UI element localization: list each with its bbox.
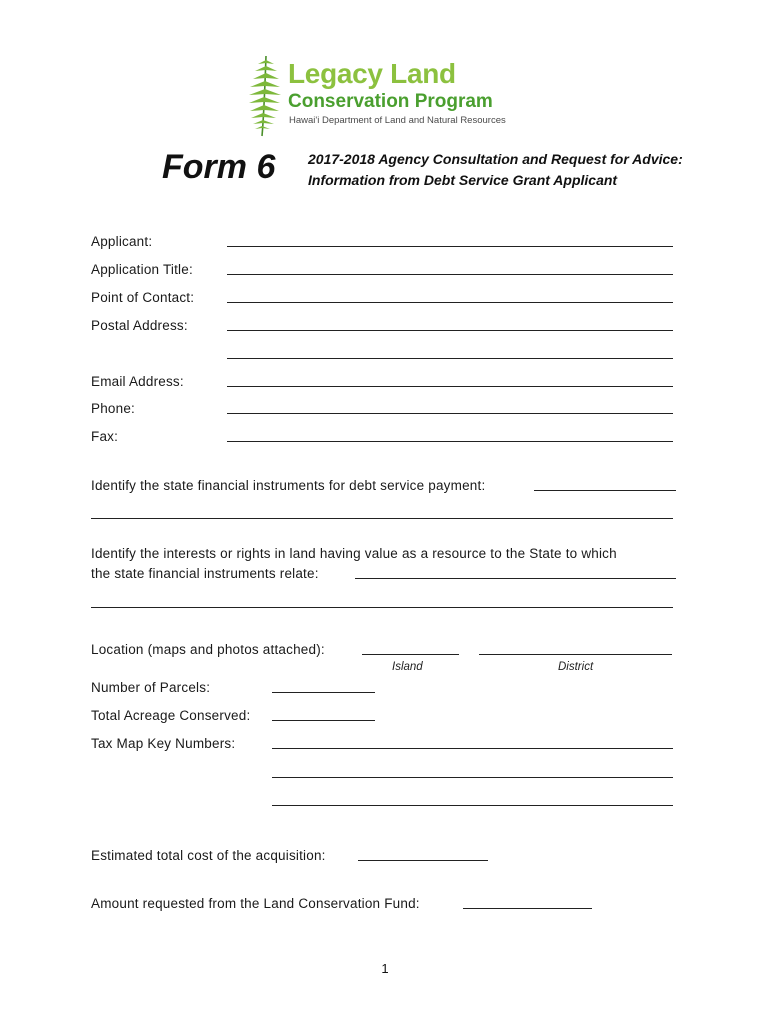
heading-line-1: 2017-2018 Agency Consultation and Request for Advice: <box>308 151 683 167</box>
tax-map-key-field-2[interactable] <box>272 777 673 778</box>
interests-field-2[interactable] <box>91 607 673 608</box>
number-of-parcels-field[interactable] <box>272 692 375 693</box>
heading-line-2: Information from Debt Service Grant Applicant <box>308 172 618 188</box>
amount-requested-label: Amount requested from the Land Conservation Fund: <box>91 896 420 911</box>
district-caption: District <box>558 661 594 673</box>
district-field[interactable] <box>479 654 672 655</box>
email-address-label: Email Address: <box>91 374 184 389</box>
tax-map-key-label: Tax Map Key Numbers: <box>91 736 236 751</box>
fax-field[interactable] <box>227 441 673 442</box>
location-label: Location (maps and photos attached): <box>91 642 325 657</box>
application-title-field[interactable] <box>227 274 673 275</box>
financial-instruments-field-1[interactable] <box>534 490 676 491</box>
point-of-contact-field[interactable] <box>227 302 673 303</box>
estimated-cost-field[interactable] <box>358 860 488 861</box>
logo-title: Legacy Land <box>288 58 456 89</box>
applicant-label: Applicant: <box>91 234 153 249</box>
number-of-parcels-label: Number of Parcels: <box>91 680 211 695</box>
postal-address-label: Postal Address: <box>91 318 188 333</box>
amount-requested-field[interactable] <box>463 908 592 909</box>
form-number: Form 6 <box>162 148 276 186</box>
interests-label-line-1: Identify the interests or rights in land having value as a resource to the State to which <box>91 546 617 561</box>
interests-field-1[interactable] <box>355 578 676 579</box>
financial-instruments-label: Identify the state financial instruments for debt service payment: <box>91 478 486 493</box>
total-acreage-field[interactable] <box>272 720 375 721</box>
island-caption: Island <box>392 661 423 673</box>
logo-subtitle: Conservation Program <box>288 91 493 112</box>
program-logo <box>248 54 538 138</box>
email-address-field[interactable] <box>227 386 673 387</box>
page-number: 1 <box>381 961 389 976</box>
logo-department: Hawai'i Department of Land and Natural Resources <box>289 115 506 126</box>
tax-map-key-field-1[interactable] <box>272 748 673 749</box>
application-title-label: Application Title: <box>91 262 193 277</box>
interests-label-line-2: the state financial instruments relate: <box>91 566 319 581</box>
postal-address-field-1[interactable] <box>227 330 673 331</box>
fern-icon <box>248 54 284 138</box>
total-acreage-label: Total Acreage Conserved: <box>91 708 251 723</box>
applicant-field[interactable] <box>227 246 673 247</box>
form-heading <box>308 149 683 191</box>
fax-label: Fax: <box>91 429 119 444</box>
point-of-contact-label: Point of Contact: <box>91 290 195 305</box>
tax-map-key-field-3[interactable] <box>272 805 673 806</box>
estimated-cost-label: Estimated total cost of the acquisition: <box>91 848 326 863</box>
postal-address-field-2[interactable] <box>227 358 673 359</box>
phone-label: Phone: <box>91 401 135 416</box>
phone-field[interactable] <box>227 413 673 414</box>
island-field[interactable] <box>362 654 459 655</box>
financial-instruments-field-2[interactable] <box>91 518 673 519</box>
